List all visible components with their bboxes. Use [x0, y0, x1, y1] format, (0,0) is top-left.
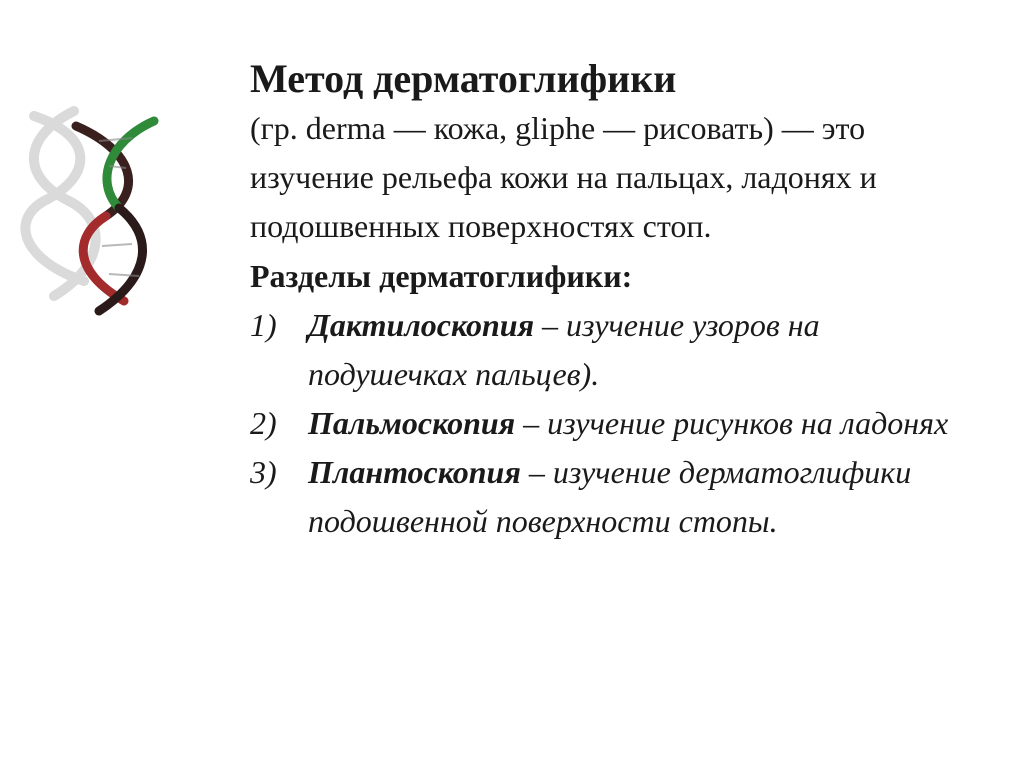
item-number: 2) [250, 405, 277, 441]
item-description: – изучение узоров на подушечках пальцев). [308, 307, 820, 392]
item-number: 3) [250, 454, 277, 490]
item-number: 1) [250, 307, 277, 343]
item-description: – изучение рисунков на ладонях [515, 405, 949, 441]
item-term: Плантоскопия [308, 454, 521, 490]
definition-text: (гр. derma — кожа, gliphe — рисовать) — это изучение рельефа кожи на пальцах, ладонях и подошвенных поверхностях стоп. [250, 110, 877, 244]
list-item [250, 448, 950, 546]
item-term: Пальмоскопия [308, 405, 516, 441]
sections-heading: Разделы дерматоглифики: [250, 258, 633, 294]
slide-title: Метод дерматоглифики [250, 56, 677, 101]
list-item [250, 301, 950, 399]
slide-content [250, 54, 950, 546]
dna-helix-icon [14, 96, 204, 326]
item-term: Дактилоскопия [308, 307, 543, 343]
item-description: – изучение дерматоглифики подошвенной поверхности стопы. [308, 454, 912, 539]
list-item [250, 399, 950, 448]
